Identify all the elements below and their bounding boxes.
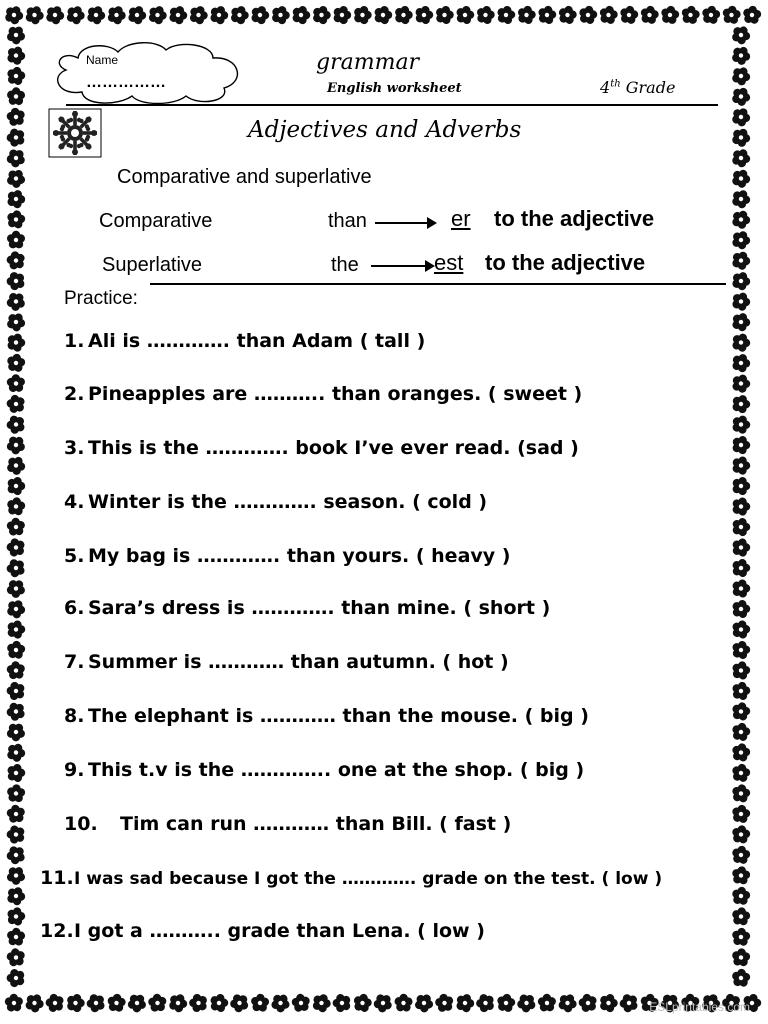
practice-item-11: 11.I was sad because I got the …………. grade on the test. ( low ) <box>40 867 663 889</box>
comparative-arrow-icon <box>375 222 435 224</box>
superlative-keyword: the <box>331 254 359 276</box>
name-blank: …………… <box>86 74 166 91</box>
practice-heading: Practice: <box>64 288 138 309</box>
practice-item-1: 1. Ali is …………. than Adam ( tall ) <box>64 330 426 352</box>
practice-item-12: 12.I got a ……….. grade than Lena. ( low ) <box>40 920 485 942</box>
header-rule <box>66 104 718 106</box>
practice-item-5: 5. My bag is …………. than yours. ( heavy ) <box>64 545 511 567</box>
superlative-arrow-icon <box>371 265 433 267</box>
comparative-keyword: than <box>328 210 367 232</box>
worksheet-type: English worksheet <box>327 81 462 96</box>
name-cloud-shape <box>48 40 248 106</box>
practice-item-10: 10. Tim can run ………… than Bill. ( fast ) <box>64 813 512 835</box>
comparative-suffix: er <box>451 206 471 231</box>
subject-heading: grammar <box>316 50 420 75</box>
lesson-rule <box>150 283 726 285</box>
practice-item-7: 7. Summer is ………… than autumn. ( hot ) <box>64 651 509 673</box>
name-label: Name <box>86 53 119 67</box>
superlative-suffix: est <box>434 250 464 275</box>
lesson-heading: Comparative and superlative <box>117 166 372 188</box>
superlative-label: Superlative <box>102 254 203 276</box>
practice-item-6: 6. Sara’s dress is …………. than mine. ( short ) <box>64 597 551 619</box>
practice-item-4: 4. Winter is the …………. season. ( cold ) <box>64 491 488 513</box>
worksheet-title: Adjectives and Adverbs <box>248 117 522 143</box>
comparative-label: Comparative <box>99 210 213 232</box>
practice-item-2: 2. Pineapples are ……….. than oranges. ( sweet ) <box>64 383 583 405</box>
practice-item-3: 3. This is the …………. book I’ve ever read. (sad ) <box>64 437 579 459</box>
superlative-rule: to the adjective <box>485 250 646 275</box>
comparative-rule: to the adjective <box>494 206 655 231</box>
practice-item-8: 8. The elephant is ………… than the mouse. ( big ) <box>64 705 589 727</box>
grade-label: 4th Grade <box>600 78 676 97</box>
watermark: ESLprintables.com <box>649 1000 750 1014</box>
practice-item-9: 9. This t.v is the ………….. one at the shop. ( big ) <box>64 759 585 781</box>
snowflake-icon <box>48 108 102 158</box>
